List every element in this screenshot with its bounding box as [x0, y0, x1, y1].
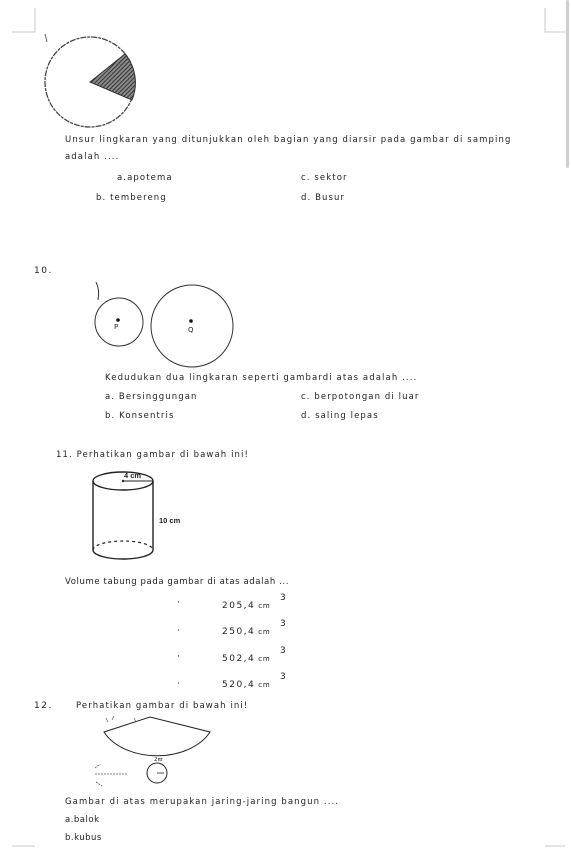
q11-bullet: · [177, 679, 180, 689]
scrollbar[interactable] [566, 0, 569, 168]
q12-number: 12. [34, 701, 53, 711]
q11-option-2[interactable]: 250,4 cm 3 [222, 619, 288, 637]
q10-label-p: P [114, 323, 119, 331]
q11-question: Volume tabung pada gambar di atas adalah ... [65, 577, 290, 587]
q10-circles-figure [88, 278, 248, 378]
q10-question: Kedudukan dua lingkaran seperti gambardi atas adalah .... [105, 373, 418, 383]
q11-option-1[interactable]: 205,4 cm 3 [222, 593, 288, 611]
q12-question: Gambar di atas merupakan jaring-jaring bangun .... [65, 797, 340, 807]
q10-option-b[interactable]: b. Konsentris [105, 411, 175, 421]
q10-number: 10. [34, 266, 53, 276]
q11-option-4[interactable]: 520,4 cm 3 [222, 672, 288, 690]
q11-heading: 11. Perhatikan gambar di bawah ini! [56, 450, 249, 460]
q12-heading: Perhatikan gambar di bawah ini! [76, 701, 249, 711]
q10-label-q: Q [188, 326, 194, 334]
q11-bullet: · [177, 652, 180, 662]
q11-radius-label: 4 cm [124, 471, 142, 480]
q11-bullet: · [177, 626, 180, 636]
q11-height-label: 10 cm [159, 516, 181, 525]
q12-cone-net-figure [90, 712, 220, 792]
q9-question-line2: adalah .... [65, 152, 120, 162]
q11-option-3[interactable]: 502,4 cm 3 [222, 646, 288, 664]
q10-option-a[interactable]: a. Bersinggungan [105, 392, 198, 402]
q11-bullet: · [177, 598, 180, 608]
q9-circle-figure [35, 32, 145, 132]
q9-option-d[interactable]: d. Busur [301, 193, 346, 203]
q9-question-line1: Unsur lingkaran yang ditunjukkan oleh bagian yang diarsir pada gambar di samping [65, 135, 512, 145]
q9-option-c[interactable]: c. sektor [301, 173, 348, 183]
q12-arc-label: 2πr [154, 757, 164, 763]
q11-cylinder-figure [88, 468, 158, 573]
q12-option-b[interactable]: b.kubus [65, 833, 102, 843]
q9-option-b[interactable]: b. tembereng [96, 193, 167, 203]
q10-option-d[interactable]: d. saling lepas [301, 411, 379, 421]
q12-option-a[interactable]: a.balok [65, 815, 100, 825]
q10-option-c[interactable]: c. berpotongan di luar [301, 392, 420, 402]
q9-option-a[interactable]: a.apotema [117, 173, 173, 183]
